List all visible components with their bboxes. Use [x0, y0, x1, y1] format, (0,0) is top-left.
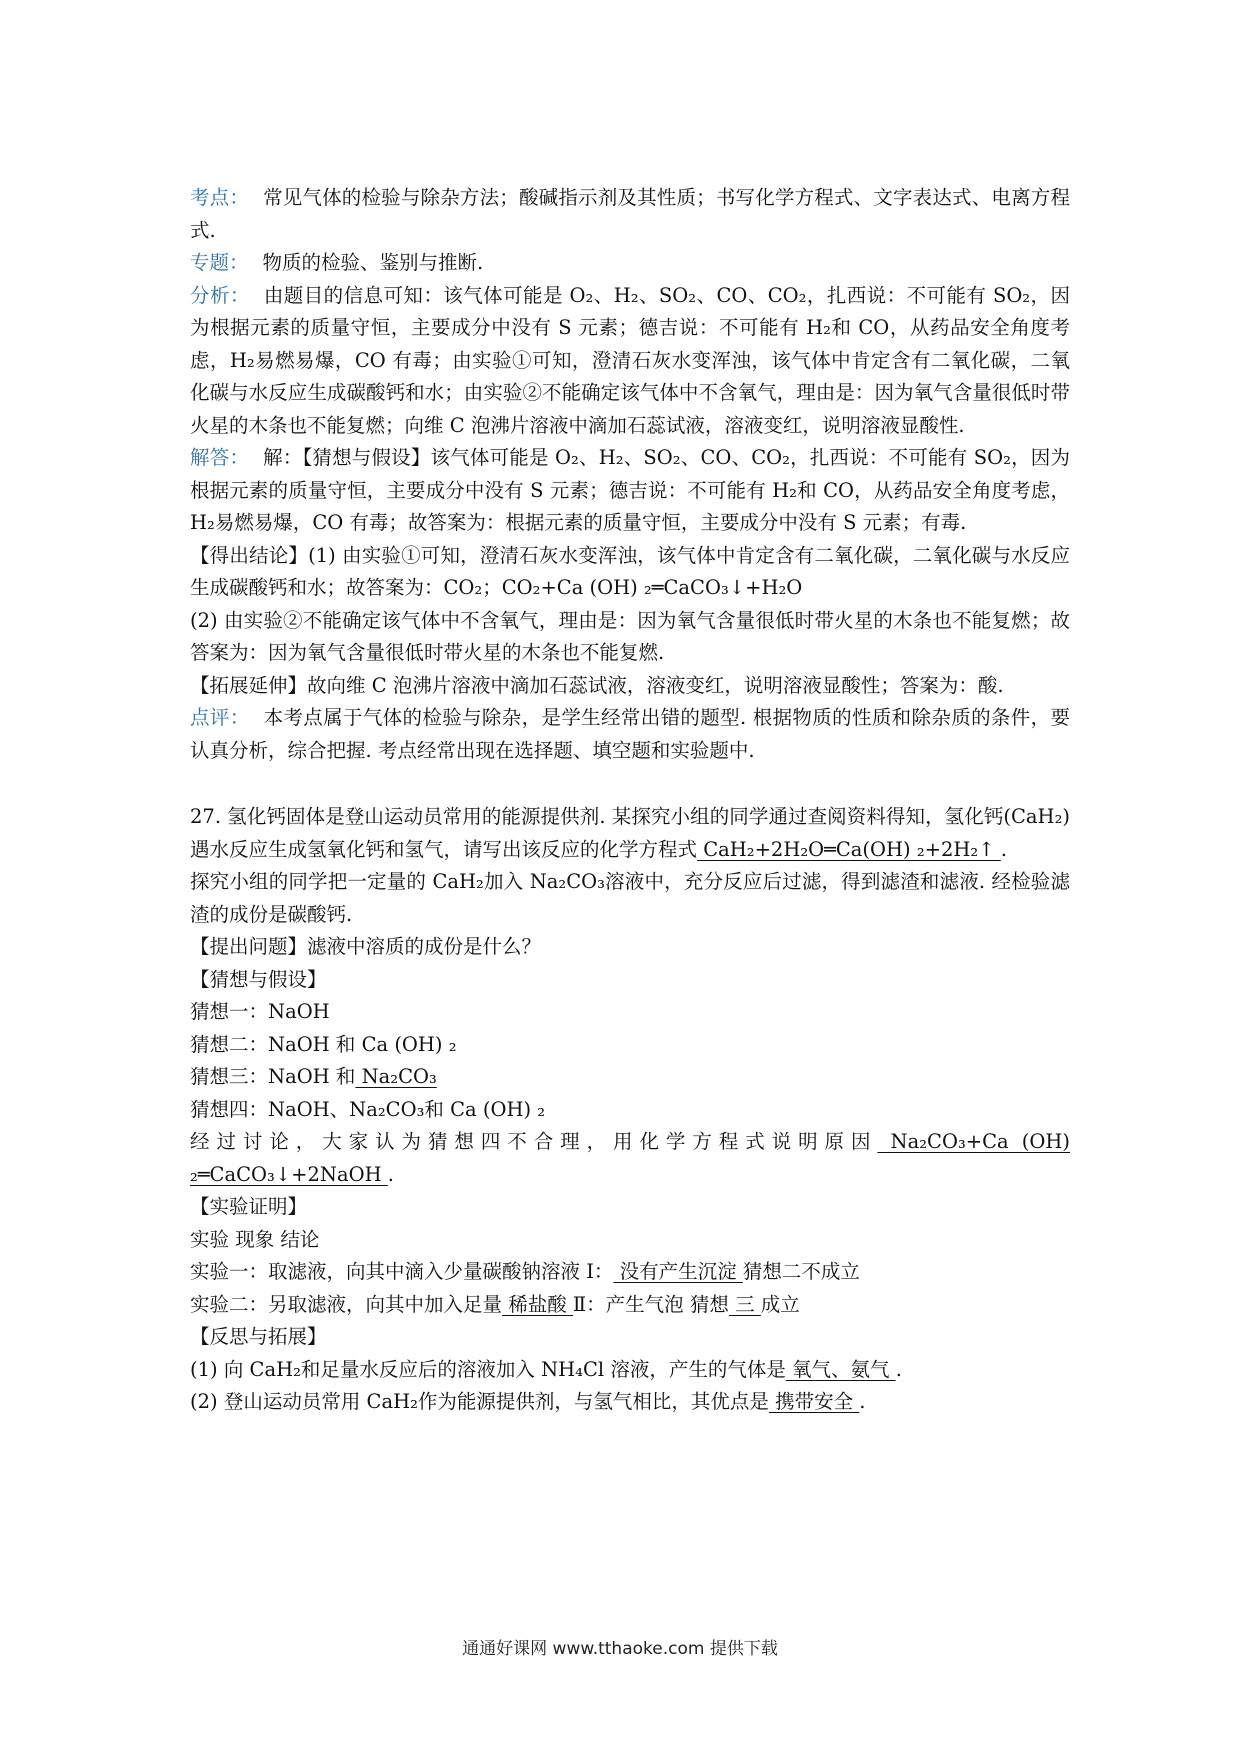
answer-blank-3: Na₂CO₃+Ca (OH) ₂═CaCO₃↓+2NaOH [190, 1130, 1070, 1186]
experiment-2-conclusion: 成立 [760, 1292, 800, 1316]
experiment-header: 实验 现象 结论 [190, 1227, 320, 1251]
answer-blank-7: 氧气、氨气 [785, 1357, 896, 1381]
fenxi-label: 分析： [190, 283, 250, 307]
answer-blank-1: CaH₂+2H₂O═Ca(OH) ₂+2H₂↑ [697, 837, 1001, 861]
reflection-label: 【反思与拓展】 [190, 1325, 327, 1348]
experiment-2-row [190, 1289, 1070, 1322]
hypothesis-4: 猜想四：NaOH、Na₂CO₃和 Ca (OH) ₂ [190, 1097, 546, 1121]
discussion-line [190, 1126, 1070, 1191]
zhuanti-paragraph [190, 247, 1070, 280]
zhuanti-text: 物质的检验、鉴别与推断. [262, 251, 484, 274]
reflection-2-text: (2) 登山运动员常用 CaH₂作为能源提供剂，与氢气相比，其优点是 [190, 1390, 769, 1413]
page-footer: 通通好课网 www.tthaoke.com 提供下载 [462, 1639, 778, 1659]
kaodian-text: 常见气体的检验与除杂方法；酸碱指示剂及其性质；书写化学方程式、文字表达式、电离方程式. [190, 186, 1070, 242]
question-label: 【提出问题】滤液中溶质的成份是什么？ [190, 935, 542, 958]
hypothesis-3 [190, 1061, 1070, 1094]
reflection-1 [190, 1354, 1070, 1387]
answer-blank-8: 携带安全 [768, 1390, 860, 1413]
answer-blank-2: Na₂CO₃ [355, 1065, 437, 1088]
reflection-1-text: (1) 向 CaH₂和足量水反应后的溶液加入 NH₄Cl 溶液，产生的气体是 [190, 1357, 786, 1381]
question-27-text: 27. 氢化钙固体是登山运动员常用的能源提供剂. 某探究小组的同学通过查阅资料得知，氢化钙(CaH₂)遇水反应生成氢氧化钙和氢气，请写出该反应的化学方程式 [190, 805, 1070, 861]
conclusion-2-paragraph: (2) 由实验②不能确定该气体中不含氧气，理由是：因为氧气含量很低时带火星的木条也不能复燃；故答案为：因为氧气含量很低时带火星的木条也不能复燃. [190, 608, 1070, 664]
kaodian-label: 考点： [190, 186, 250, 209]
hypothesis-1: 猜想一：NaOH [190, 1000, 330, 1023]
question-27-intro [190, 801, 1070, 866]
section-gap [190, 767, 1070, 801]
dianping-paragraph [190, 702, 1070, 767]
hypothesis-2: 猜想二：NaOH 和 Ca (OH) ₂ [190, 1032, 457, 1056]
answer-blank-4: 没有产生沉淀 [613, 1260, 743, 1283]
zhuanti-label: 专题： [190, 251, 249, 274]
reflection-1-end: . [895, 1357, 902, 1381]
answer-blank-6: 三 [728, 1292, 761, 1316]
question-27-line2: 探究小组的同学把一定量的 CaH₂加入 Na₂CO₃溶液中，充分反应后过滤，得到滤渣和滤液. 经检验滤渣的成份是碳酸钙. [190, 870, 1070, 926]
extension-paragraph: 【拓展延伸】故向维 C 泡沸片溶液中滴加石蕊试液，溶液变红，说明溶液显酸性；答案为：酸. [190, 673, 1004, 697]
jieda-label: 解答： [190, 446, 250, 469]
discussion-text: 经过讨论，大家认为猜想四不合理，用化学方程式说明原因 [190, 1130, 878, 1153]
hypothesis-3-text: 猜想三：NaOH 和 [190, 1065, 356, 1088]
kaodian-paragraph [190, 182, 1070, 247]
experiment-1-text: 实验一：取滤液，向其中滴入少量碳酸钠溶液 Ⅰ： [190, 1260, 614, 1283]
fenxi-paragraph [190, 280, 1070, 443]
answer-blank-5: 稀盐酸 [502, 1292, 573, 1316]
jieda-paragraph [190, 442, 1070, 540]
dianping-label: 点评： [190, 706, 250, 729]
experiment-1-row [190, 1256, 1070, 1289]
fenxi-text: 由题目的信息可知：该气体可能是 O₂、H₂、SO₂、CO、CO₂，扎西说：不可能有 SO₂，因为根据元素的质量守恒，主要成分中没有 S 元素；德吉说：不可能有 H₂和 CO，从药品安全角度考虑，H₂易燃易爆，CO 有毒；由实验①可知，澄清石灰水变浑浊，该气体中肯定含有二氧化碳，二氧化碳与水反应生成碳酸钙和水；由实验②不能确定该气体中不含氧气，理由是：因为氧气含量很低时带火星的木条也不能复燃；向维 C 泡沸片溶液中滴加石蕊试液，溶液变红，说明溶液显酸性. [190, 283, 1070, 437]
answer-blank-1-end: . [1000, 837, 1007, 861]
hypothesis-label: 【猜想与假设】 [190, 967, 327, 991]
answer-blank-3-end: . [387, 1162, 394, 1186]
reflection-2-end: . [859, 1390, 866, 1413]
experiment-1-conclusion: 猜想二不成立 [742, 1260, 860, 1283]
jieda-text: 解：【猜想与假设】该气体可能是 O₂、H₂、SO₂、CO、CO₂，扎西说：不可能有 SO₂，因为根据元素的质量守恒，主要成分中没有 S 元素；德吉说：不可能有 H₂和 CO，从药品安全角度考虑，H₂易燃易爆，CO 有毒；故答案为：根据元素的质量守恒，主要成分中没有 S 元素；有毒. [190, 446, 1070, 534]
experiment-2-observation: Ⅱ：产生气泡 猜想 [572, 1292, 729, 1316]
dianping-text: 本考点属于气体的检验与除杂，是学生经常出错的题型. 根据物质的性质和除杂质的条件，要认真分析，综合把握. 考点经常出现在选择题、填空题和实验题中. [190, 706, 1070, 762]
document-body [190, 182, 1070, 1419]
conclusion-1-paragraph: 【得出结论】(1) 由实验①可知，澄清石灰水变浑浊，该气体中肯定含有二氧化碳，二氧化碳与水反应生成碳酸钙和水；故答案为：CO₂；CO₂+Ca (OH) ₂═CaCO₃↓+H₂O [190, 543, 1070, 599]
experiment-2-text: 实验二：另取滤液，向其中加入足量 [190, 1292, 503, 1316]
reflection-2 [190, 1386, 1070, 1419]
experiment-label: 【实验证明】 [190, 1195, 308, 1218]
